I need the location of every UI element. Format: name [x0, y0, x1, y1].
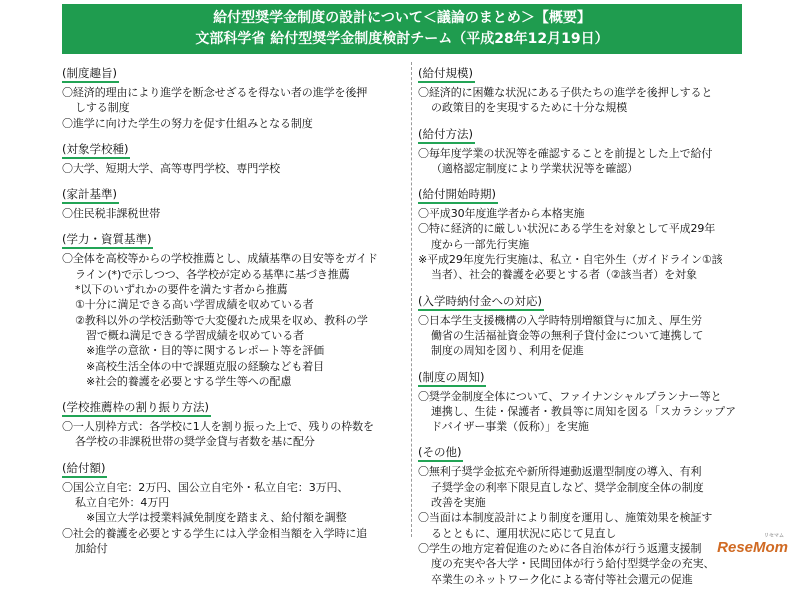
section-line: 〇一人別枠方式：各学校に1人を割り振った上で、残りの枠数を [62, 420, 374, 434]
section-line: 〇特に経済的に厳しい状況にある学生を対象として平成29年 [418, 222, 716, 236]
header-subtitle: 文部科学省 給付型奨学金制度検討チーム（平成28年12月19日） [195, 31, 609, 47]
section [62, 457, 406, 556]
section [62, 228, 406, 389]
section-title: (対象学校種) [62, 142, 130, 159]
section-line: 〇毎年度学業の状況等を確認することを前提とした上で給付 [418, 146, 713, 160]
section-line: 〇当面は本制度設計により制度を運用し、施策効果を検証す [418, 511, 713, 525]
section-line: 習で概ね満足できる学習成績を収めている者 [86, 328, 304, 342]
section-title: (給付開始時期) [418, 187, 498, 204]
section-line: 〇奨学金制度全体について、ファイナンシャルプランナー等と [418, 389, 722, 403]
section-line: ライン(*)で示しつつ、各学校が定める基準に基づき推薦 [75, 267, 350, 281]
section-line: 〇平成30年度進学者から本格実施 [418, 207, 585, 221]
section-line: 度の充実や各大学・民間団体が行う給付型奨学金の充実、 [431, 557, 715, 571]
logo-ruby: リセマム [764, 533, 784, 539]
section-line: ドバイザー事業（仮称）」を実施 [431, 420, 589, 434]
section-title: (その他) [418, 445, 463, 462]
header-title: 給付型奨学金制度の設計について＜議論のまとめ＞【概要】 [213, 10, 591, 26]
section-line: 〇日本学生支援機構の入学時特別増額貸与に加え、厚生労 [418, 313, 703, 327]
section-line: しする制度 [75, 101, 130, 115]
section [62, 138, 406, 176]
section-title: (給付規模) [418, 66, 475, 83]
section-line: （適格認定制度により学業状況等を確認） [431, 161, 639, 175]
section-line: 〇全体を高校等からの学校推薦とし、成績基準の目安等をガイド [62, 252, 378, 266]
section-line: 〇経済的理由により進学を断念せざるを得ない者の進学を後押 [62, 86, 368, 99]
left-column [62, 62, 406, 563]
section-line: ②教科以外の学校活動等で大変優れた成果を収め、教科の学 [75, 313, 368, 327]
document-header [62, 4, 742, 54]
section-line: ※社会的養護を必要とする学生等への配慮 [86, 374, 292, 388]
section-title: (家計基準) [62, 187, 119, 204]
section-line: 改善を実施 [431, 496, 486, 510]
section-title: (学力・資質基準) [62, 232, 153, 249]
section-line: 〇社会的養護を必要とする学生には入学金相当額を入学時に追 [62, 526, 368, 540]
section-title: (給付額) [62, 461, 107, 478]
section-title: (給付方法) [418, 127, 475, 144]
resemom-logo [715, 533, 790, 556]
section-line: 〇大学、短期大学、高等専門学校、専門学校 [62, 161, 280, 175]
section [62, 62, 406, 131]
section-line: ※平成29年度先行実施は、私立・自宅外生（ガイドライン①該 [418, 253, 723, 267]
section-line: 〇住民税非課税世帯 [62, 207, 161, 221]
section-line: 〇無利子奨学金拡充や新所得連動返還型制度の導入、有利 [418, 465, 702, 479]
section-line: 子奨学金の利率下限見直しなど、奨学金制度全体の制度 [431, 480, 704, 494]
section [418, 441, 744, 586]
section-line: ※高校生活全体の中で課題克服の経験なども着目 [86, 359, 325, 373]
section [418, 366, 744, 435]
section [418, 290, 744, 359]
section-line: 〇進学に向けた学生の努力を促す仕組みとなる制度 [62, 116, 313, 130]
section-title: (制度の周知) [418, 370, 486, 387]
section [418, 123, 744, 177]
section-line: 〇国公立自宅：2万円、国公立自宅外・私立自宅：3万円、 [62, 480, 349, 494]
section-line: 卒業生のネットワーク化による寄付等社会還元の促進 [431, 572, 693, 586]
section-line: の政策目的を実現するために十分な規模 [431, 101, 628, 115]
section-line: 働省の生活福祉資金等の無利子貸付金について連携して [431, 328, 704, 342]
section-title: (制度趣旨) [62, 66, 119, 83]
section-line: 各学校の非課税世帯の奨学金貸与者数を基に配分 [75, 435, 315, 449]
section-line: 〇経済的に困難な状況にある子供たちの進学を後押しすると [418, 86, 713, 99]
section [418, 62, 744, 116]
section-line: ※進学の意欲・目的等に関するレポート等を評価 [86, 344, 325, 358]
section-line: 当者）、社会的養護を必要とする者（②該当者）を対象 [431, 268, 697, 282]
section [62, 396, 406, 450]
section-line: 度から一部先行実施 [431, 237, 530, 251]
section-line: 加給付 [75, 541, 108, 555]
section-line: 制度の周知を図り、利用を促進 [431, 344, 584, 358]
section-title: (入学時納付金への対応) [418, 294, 544, 311]
section-line: 連携し、生徒・保護者・教員等に周知を図る「スカラシップア [431, 404, 736, 418]
section-line: 〇学生の地方定着促進のために各自治体が行う返還支援制 [418, 541, 702, 555]
section-line: ※国立大学は授業料減免制度を踏まえ、給付額を調整 [86, 511, 347, 525]
right-column [418, 62, 744, 594]
logo-text: ReseMom [717, 539, 788, 556]
section [62, 183, 406, 221]
section-line: 私立自宅外：4万円 [75, 496, 170, 510]
section-title: (学校推薦枠の割り振り方法) [62, 400, 211, 417]
section [418, 183, 744, 282]
section-line: ①十分に満足できる高い学習成績を収めている者 [75, 298, 314, 312]
section-line: るとともに、運用状況に応じて見直し [431, 526, 617, 540]
section-line: *以下のいずれかの要件を満たす者から推薦 [75, 283, 288, 297]
column-divider [411, 62, 412, 537]
